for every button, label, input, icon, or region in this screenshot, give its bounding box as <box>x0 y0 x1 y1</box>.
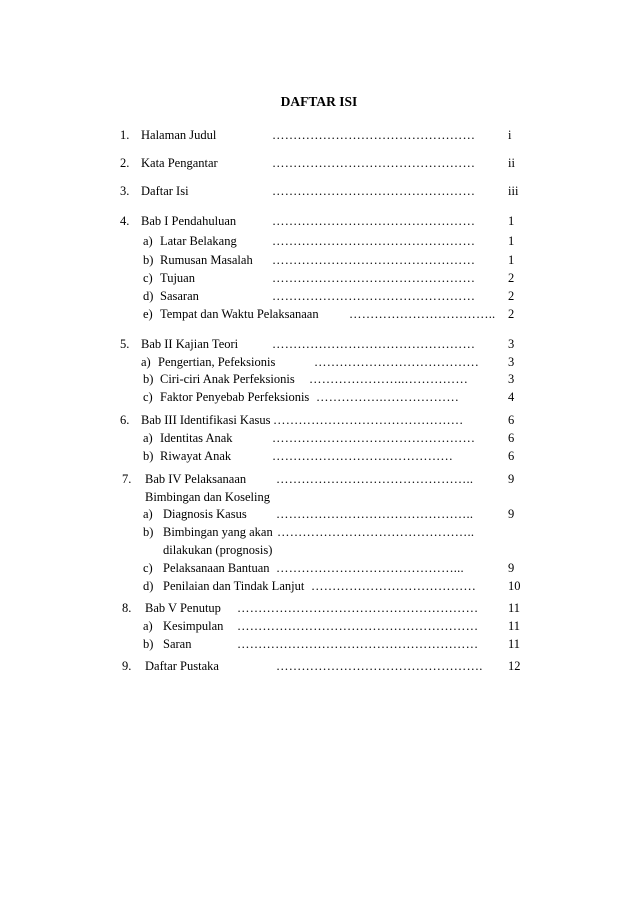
toc-entry-label: Tujuan <box>160 271 195 285</box>
toc-entry-label: Tempat dan Waktu Pelaksanaan <box>160 307 319 321</box>
toc-entry-label: Ciri-ciri Anak Perfeksionis <box>160 372 295 386</box>
toc-entry-label: Identitas Anak <box>160 431 233 445</box>
toc-entry-label: Bimbingan dan Koseling <box>145 490 270 504</box>
toc-entry-number: 3. <box>120 184 130 198</box>
toc-entry <box>0 354 638 370</box>
toc-entry-leader-dots: ……………………………………… <box>273 413 464 427</box>
toc-entry-leader-dots: ………………………………………………… <box>237 601 479 615</box>
toc-entry-page-number: 12 <box>508 659 521 673</box>
toc-entry-number: a) <box>141 355 151 369</box>
toc-entry-label: Sasaran <box>160 289 199 303</box>
toc-entry <box>0 448 638 464</box>
toc-entry-label: Bab V Penutup <box>145 601 221 615</box>
toc-entry-number: b) <box>143 449 154 463</box>
toc-entry-leader-dots: ………………………………………… <box>272 431 476 445</box>
toc-entry <box>0 371 638 387</box>
toc-entry-leader-dots: …………….……………… <box>316 390 460 404</box>
toc-entry-label: Halaman Judul <box>141 128 217 142</box>
toc-entry <box>0 252 638 268</box>
toc-entry-leader-dots: …………………………….. <box>349 307 496 321</box>
toc-entry-leader-dots: ………………………………………… <box>272 253 476 267</box>
toc-entry-page-number: i <box>508 128 512 142</box>
toc-entry-number: 8. <box>122 601 132 615</box>
toc-entry-number: c) <box>143 390 153 404</box>
toc-entry-label: Kesimpulan <box>163 619 224 633</box>
toc-entry <box>0 336 638 352</box>
toc-entry-label: Daftar Pustaka <box>145 659 219 673</box>
toc-entry <box>0 600 638 616</box>
toc-entry-number: 2. <box>120 156 130 170</box>
toc-entry-page-number: 4 <box>508 390 515 404</box>
toc-entry-number: e) <box>143 307 153 321</box>
toc-entry-label: Daftar Isi <box>141 184 189 198</box>
toc-entry-leader-dots: ……………………….…………… <box>272 449 454 463</box>
toc-entry-label: Diagnosis Kasus <box>163 507 247 521</box>
toc-entry <box>0 389 638 405</box>
toc-entry-page-number: 6 <box>508 431 515 445</box>
toc-entry-page-number: 3 <box>508 337 515 351</box>
toc-entry-label: Penilaian dan Tindak Lanjut <box>163 579 305 593</box>
toc-entry-label: Kata Pengantar <box>141 156 218 170</box>
toc-entry-page-number: 11 <box>508 619 521 633</box>
toc-entry-number: c) <box>143 561 153 575</box>
toc-entry-page-number: 2 <box>508 271 515 285</box>
toc-entry-leader-dots: ………………………………………… <box>272 337 476 351</box>
toc-entry-leader-dots: ………………………………………… <box>272 156 476 170</box>
toc-entry-label: Saran <box>163 637 192 651</box>
toc-entry-leader-dots: ………………………………………… <box>272 234 476 248</box>
toc-entry-leader-dots: ………………………………………… <box>272 289 476 303</box>
toc-entry <box>0 183 638 199</box>
toc-entry-number: 4. <box>120 214 130 228</box>
toc-entry-label: Rumusan Masalah <box>160 253 253 267</box>
toc-entry-page-number: 3 <box>508 355 515 369</box>
toc-entry <box>0 524 638 540</box>
toc-entry-page-number: 9 <box>508 472 515 486</box>
toc-entry <box>0 155 638 171</box>
toc-entry <box>0 618 638 634</box>
toc-entry-page-number: 11 <box>508 601 521 615</box>
toc-entry <box>0 306 638 322</box>
toc-entry-label: Bab II Kajian Teori <box>141 337 239 351</box>
toc-entry-number: a) <box>143 507 153 521</box>
toc-entry-number: a) <box>143 431 153 445</box>
toc-entry-number: b) <box>143 253 154 267</box>
toc-entry-page-number: 10 <box>508 579 521 593</box>
toc-entry-number: d) <box>143 579 154 593</box>
toc-entry-label: Bab IV Pelaksanaan <box>145 472 247 486</box>
toc-entry-leader-dots: ……………………………………….. <box>276 472 474 486</box>
toc-entry <box>0 578 638 594</box>
toc-entry-page-number: 9 <box>508 507 515 521</box>
toc-entry-page-number: 11 <box>508 637 521 651</box>
toc-entry-number: b) <box>143 372 154 386</box>
toc-entry-page-number: 1 <box>508 253 515 267</box>
toc-entry-label: Pengertian, Pefeksionis <box>158 355 276 369</box>
toc-entry <box>0 658 638 674</box>
toc-entry-label: dilakukan (prognosis) <box>163 543 273 557</box>
toc-entry-leader-dots: ………………………………………… <box>272 184 476 198</box>
toc-entry-number: a) <box>143 234 153 248</box>
toc-entry-number: 5. <box>120 337 130 351</box>
toc-entry-leader-dots: ………………………………………………… <box>237 619 479 633</box>
toc-entry-leader-dots: ………………………………… <box>314 355 480 369</box>
toc-entry-leader-dots: …………………..…………… <box>309 372 469 386</box>
toc-entry-leader-dots: …………………………………………. <box>276 659 483 673</box>
toc-entry <box>0 489 638 505</box>
toc-entry-number: 9. <box>122 659 132 673</box>
toc-entry <box>0 471 638 487</box>
toc-entry-page-number: 1 <box>508 234 515 248</box>
toc-entry-page-number: 9 <box>508 561 515 575</box>
toc-entry <box>0 412 638 428</box>
toc-entry-label: Bimbingan yang akan <box>163 525 273 539</box>
toc-entry <box>0 506 638 522</box>
toc-entry-number: b) <box>143 525 154 539</box>
toc-entry-leader-dots: ………………………………………… <box>272 214 476 228</box>
toc-entry-leader-dots: ………………………………………… <box>272 271 476 285</box>
toc-entry-page-number: 2 <box>508 307 515 321</box>
toc-entry-number: c) <box>143 271 153 285</box>
toc-entry <box>0 127 638 143</box>
toc-entry-leader-dots: ……………………………………... <box>276 561 464 575</box>
toc-entry-page-number: iii <box>508 184 519 198</box>
toc-entry-page-number: 6 <box>508 449 515 463</box>
toc-entry-page-number: 1 <box>508 214 515 228</box>
toc-entry-page-number: ii <box>508 156 515 170</box>
toc-entry-label: Latar Belakang <box>160 234 237 248</box>
toc-entry-leader-dots: ……………………………………….. <box>277 525 475 539</box>
toc-entry-number: 1. <box>120 128 130 142</box>
toc-entry <box>0 213 638 229</box>
toc-entry-leader-dots: ………………………………………………… <box>237 637 479 651</box>
toc-entry <box>0 233 638 249</box>
toc-entry-label: Faktor Penyebab Perfeksionis <box>160 390 310 404</box>
toc-entry-page-number: 6 <box>508 413 515 427</box>
toc-entry-leader-dots: ……………………………………….. <box>276 507 474 521</box>
toc-entry-number: d) <box>143 289 154 303</box>
toc-entry-number: 6. <box>120 413 130 427</box>
toc-entry-leader-dots: ………………………………… <box>311 579 477 593</box>
toc-entry <box>0 542 638 558</box>
toc-entry <box>0 430 638 446</box>
toc-entry-page-number: 3 <box>508 372 515 386</box>
toc-entry-page-number: 2 <box>508 289 515 303</box>
toc-entry-label: Bab III Identifikasi Kasus <box>141 413 271 427</box>
toc-entry-label: Pelaksanaan Bantuan <box>163 561 270 575</box>
toc-entry-leader-dots: ………………………………………… <box>272 128 476 142</box>
toc-entry-number: 7. <box>122 472 132 486</box>
toc-entry-number: a) <box>143 619 153 633</box>
toc-entry-label: Riwayat Anak <box>160 449 232 463</box>
page-title: DAFTAR ISI <box>280 94 358 109</box>
toc-entry <box>0 636 638 652</box>
toc-entry <box>0 560 638 576</box>
toc-entry-number: b) <box>143 637 154 651</box>
toc-entry <box>0 288 638 304</box>
toc-entry-label: Bab I Pendahuluan <box>141 214 237 228</box>
toc-entry <box>0 270 638 286</box>
